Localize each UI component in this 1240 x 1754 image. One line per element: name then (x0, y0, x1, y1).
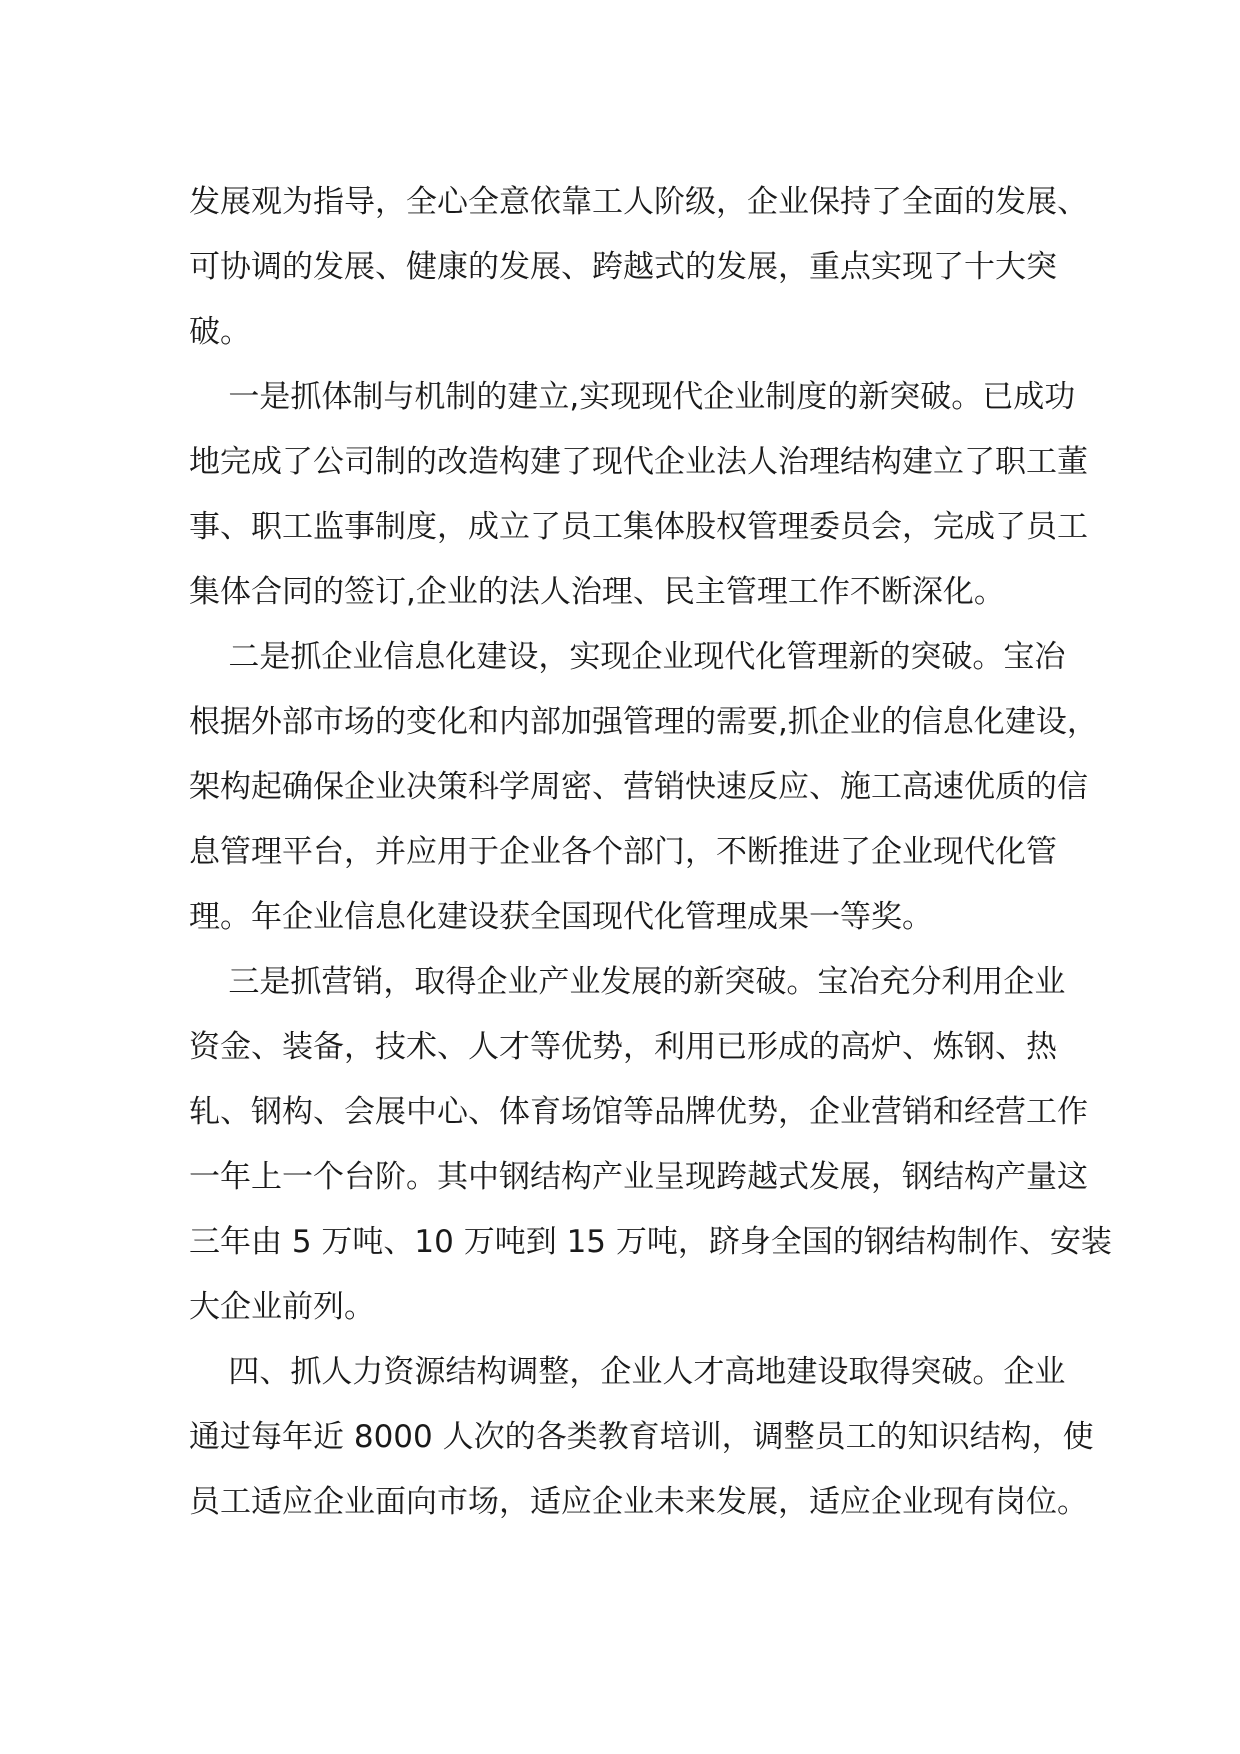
paragraph-4-line-3: 轧、钢构、会展中心、体育场馆等品牌优势，企业营销和经营工作 (189, 1094, 1088, 1130)
paragraph-2-line-3: 事、职工监事制度，成立了员工集体股权管理委员会，完成了员工 (189, 509, 1088, 545)
body-text (189, 170, 1112, 1535)
paragraph-2-line-4: 集体合同的签订,企业的法人治理、民主管理工作不断深化。 (189, 574, 1005, 610)
paragraph-3-line-3: 架构起确保企业决策科学周密、营销快速反应、施工高速优质的信 (189, 769, 1088, 805)
paragraph-5-line-2: 通过每年近 8000 人次的各类教育培训，调整员工的知识结构，使 (189, 1419, 1094, 1455)
paragraph-1 (189, 170, 1088, 365)
paragraph-1-line-3: 破。 (189, 314, 251, 350)
paragraph-4-line-1: 三是抓营销，取得企业产业发展的新突破。宝冶充分利用企业 (189, 964, 1066, 1000)
paragraph-4-line-2: 资金、装备，技术、人才等优势，利用已形成的高炉、炼钢、热 (189, 1029, 1057, 1065)
paragraph-4-line-5: 三年由 5 万吨、10 万吨到 15 万吨，跻身全国的钢结构制作、安装 (189, 1224, 1112, 1260)
paragraph-4-line-6: 大企业前列。 (189, 1289, 375, 1325)
paragraph-1-line-1: 发展观为指导，全心全意依靠工人阶级，企业保持了全面的发展、 (189, 184, 1088, 220)
paragraph-3-line-2: 根据外部市场的变化和内部加强管理的需要,抓企业的信息化建设， (189, 704, 1098, 740)
paragraph-3-line-5: 理。年企业信息化建设获全国现代化管理成果一等奖。 (189, 899, 933, 935)
paragraph-3-line-1: 二是抓企业信息化建设，实现企业现代化管理新的突破。宝冶 (189, 639, 1066, 675)
paragraph-3 (189, 625, 1098, 950)
paragraph-5-line-3: 员工适应企业面向市场，适应企业未来发展，适应企业现有岗位。 (189, 1484, 1088, 1520)
paragraph-4 (189, 950, 1112, 1340)
paragraph-1-line-2: 可协调的发展、健康的发展、跨越式的发展，重点实现了十大突 (189, 249, 1057, 285)
paragraph-4-line-4: 一年上一个台阶。其中钢结构产业呈现跨越式发展，钢结构产量这 (189, 1159, 1088, 1195)
paragraph-2-line-1: 一是抓体制与机制的建立,实现现代企业制度的新突破。已成功 (189, 379, 1076, 415)
paragraph-5 (189, 1340, 1094, 1535)
paragraph-2-line-2: 地完成了公司制的改造构建了现代企业法人治理结构建立了职工董 (189, 444, 1088, 480)
paragraph-3-line-4: 息管理平台，并应用于企业各个部门，不断推进了企业现代化管 (189, 834, 1057, 870)
paragraph-2 (189, 365, 1088, 625)
paragraph-5-line-1: 四、抓人力资源结构调整，企业人才高地建设取得突破。企业 (189, 1354, 1066, 1390)
